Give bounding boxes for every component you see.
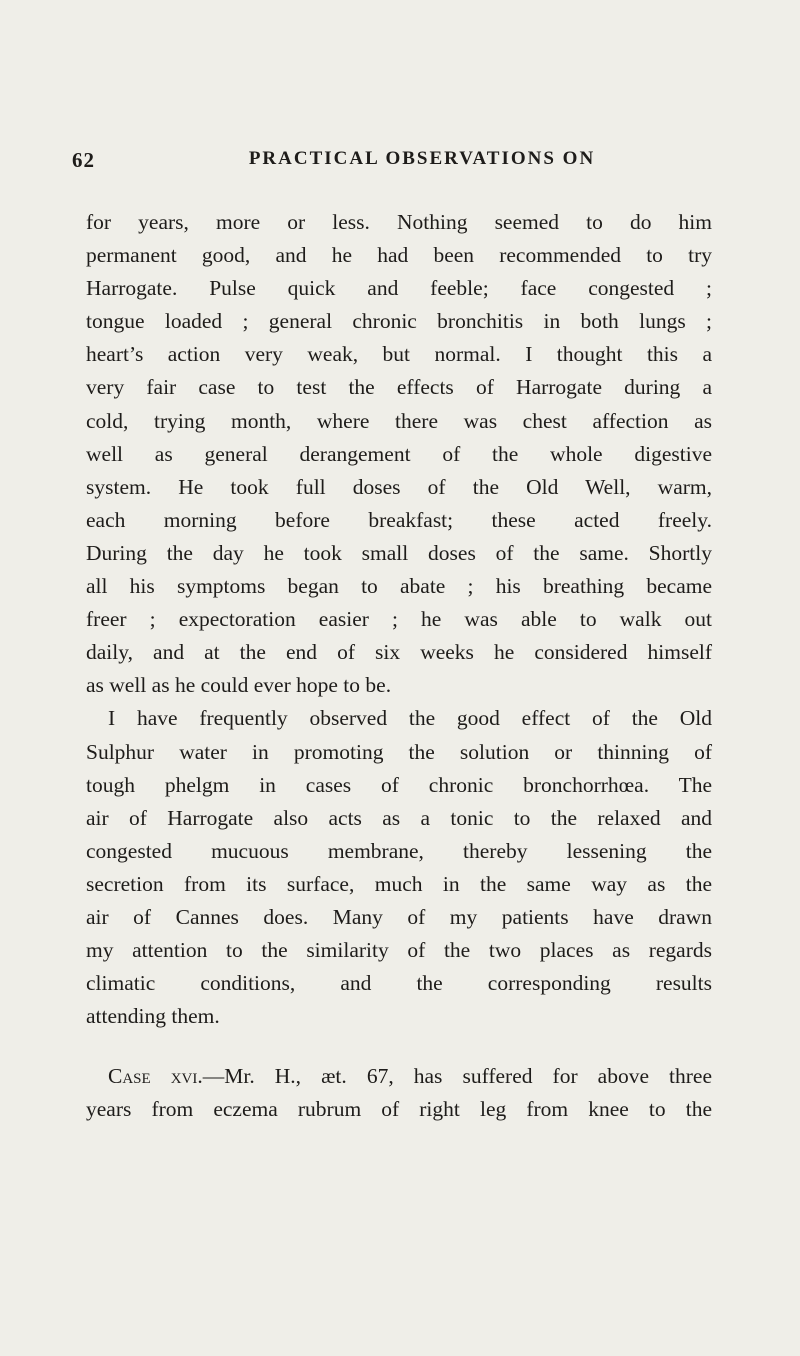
text-line: daily, and at the end of six weeks he considered himself — [86, 640, 712, 665]
page-number: 62 — [72, 148, 95, 172]
text-line: Sulphur water in promoting the solution or thinning of — [86, 739, 712, 764]
text-line — [86, 1060, 712, 1093]
text-line: air of Harrogate also acts as a tonic to the relaxed and — [86, 805, 712, 830]
text-line: During the day he took small doses of the same. Shortly — [86, 540, 712, 565]
case-text: —Mr. H., æt. 67, has suffered for above three — [202, 1064, 712, 1089]
text-line: cold, trying month, where there was chest affection as — [86, 408, 712, 433]
text-line: freer ; expectoration easier ; he was able to walk out — [86, 607, 712, 632]
paragraph-2 — [86, 702, 712, 1033]
text-line: secretion from its surface, much in the same way as the — [86, 871, 712, 896]
page-header — [72, 148, 732, 178]
text-line: system. He took full doses of the Old Well, warm, — [86, 474, 712, 499]
text-line: tough phelgm in cases of chronic bronchorrhœa. The — [86, 772, 712, 797]
text-line: each morning before breakfast; these acted freely. — [86, 507, 712, 532]
paragraph-gap — [86, 1033, 712, 1060]
text-line: very fair case to test the effects of Harrogate during a — [86, 375, 712, 400]
text-line: congested mucuous membrane, thereby lessening the — [86, 838, 712, 863]
text-line: well as general derangement of the whole digestive — [86, 441, 712, 466]
text-line: climatic conditions, and the corresponding results — [86, 971, 712, 996]
text-line: Harrogate. Pulse quick and feeble; face congested ; — [86, 276, 712, 301]
text-line: as well as he could ever hope to be. — [86, 673, 392, 698]
text-line: permanent good, and he had been recommended to try — [86, 243, 712, 268]
text-line: attending them. — [86, 1004, 220, 1029]
paragraph-1 — [86, 206, 712, 702]
text-line: my attention to the similarity of the two places as regards — [86, 938, 712, 963]
text-line: all his symptoms began to abate ; his breathing became — [86, 574, 712, 599]
text-line: years from eczema rubrum of right leg from knee to the — [86, 1097, 712, 1122]
paragraph-3 — [86, 1060, 712, 1126]
running-title: PRACTICAL OBSERVATIONS ON — [248, 148, 596, 169]
text-line: heart’s action very weak, but normal. I thought this a — [86, 342, 712, 367]
text-line: air of Cannes does. Many of my patients have drawn — [86, 904, 712, 929]
text-line: tongue loaded ; general chronic bronchitis in both lungs ; — [86, 309, 712, 334]
case-label: Case xvi. — [108, 1064, 203, 1089]
text-line: for years, more or less. Nothing seemed to do him — [86, 210, 712, 234]
body-text — [86, 206, 712, 1127]
text-line: I have frequently observed the good effect of the Old — [108, 706, 712, 731]
